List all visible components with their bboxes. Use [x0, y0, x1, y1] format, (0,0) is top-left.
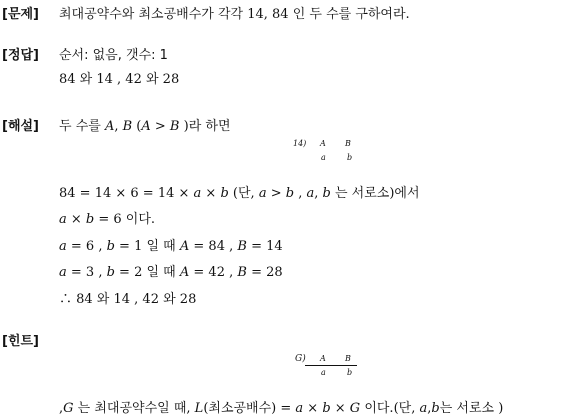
solution-line-1: 두 수를 A, B (A > B )라 하면: [59, 119, 231, 134]
answer-line-2: 84 와 14 , 42 와 28: [59, 72, 180, 87]
solution-line-2: 84 = 14 × 6 = 14 × a × b (단, a > b , a, b 는 서로소)에서: [59, 186, 420, 201]
solution-tag: [해설]: [2, 119, 39, 134]
solution-line-5: a = 3 , b = 2 일 때 A = 42 , B = 28: [59, 265, 283, 280]
problem-text: 최대공약수와 최소공배수가 각각 14, 84 인 두 수를 구하여라.: [59, 7, 410, 22]
solution-line-4: a = 6 , b = 1 일 때 A = 84 , B = 14: [59, 239, 283, 254]
problem-tag: [문제]: [2, 7, 39, 22]
division-bottom-a: a: [321, 153, 326, 162]
hint-division-top-a: A: [320, 354, 326, 363]
hint-division-bottom-b: b: [347, 368, 353, 377]
division-divisor: 14): [293, 139, 307, 148]
hint-division-rule: [305, 365, 357, 366]
hint-tag: [힌트]: [2, 334, 39, 349]
answer-line-1: 순서: 없음, 갯수: 1: [59, 48, 168, 63]
hint-division-bottom-a: a: [321, 368, 326, 377]
solution-line-6: ∴ 84 와 14 , 42 와 28: [59, 292, 197, 307]
division-top-b: B: [345, 139, 351, 148]
hint-division-top-b: B: [345, 354, 351, 363]
division-top-a: A: [320, 139, 326, 148]
solution-line-3: a × b = 6 이다.: [59, 212, 156, 227]
hint-division-divisor: G): [295, 354, 306, 364]
answer-tag: [정답]: [2, 48, 39, 63]
hint-line: ,G 는 최대공약수일 때, L(최소공배수) = a × b × G 이다.(단, a,b는 서로소 ): [59, 401, 504, 416]
division-bottom-b: b: [347, 153, 353, 162]
